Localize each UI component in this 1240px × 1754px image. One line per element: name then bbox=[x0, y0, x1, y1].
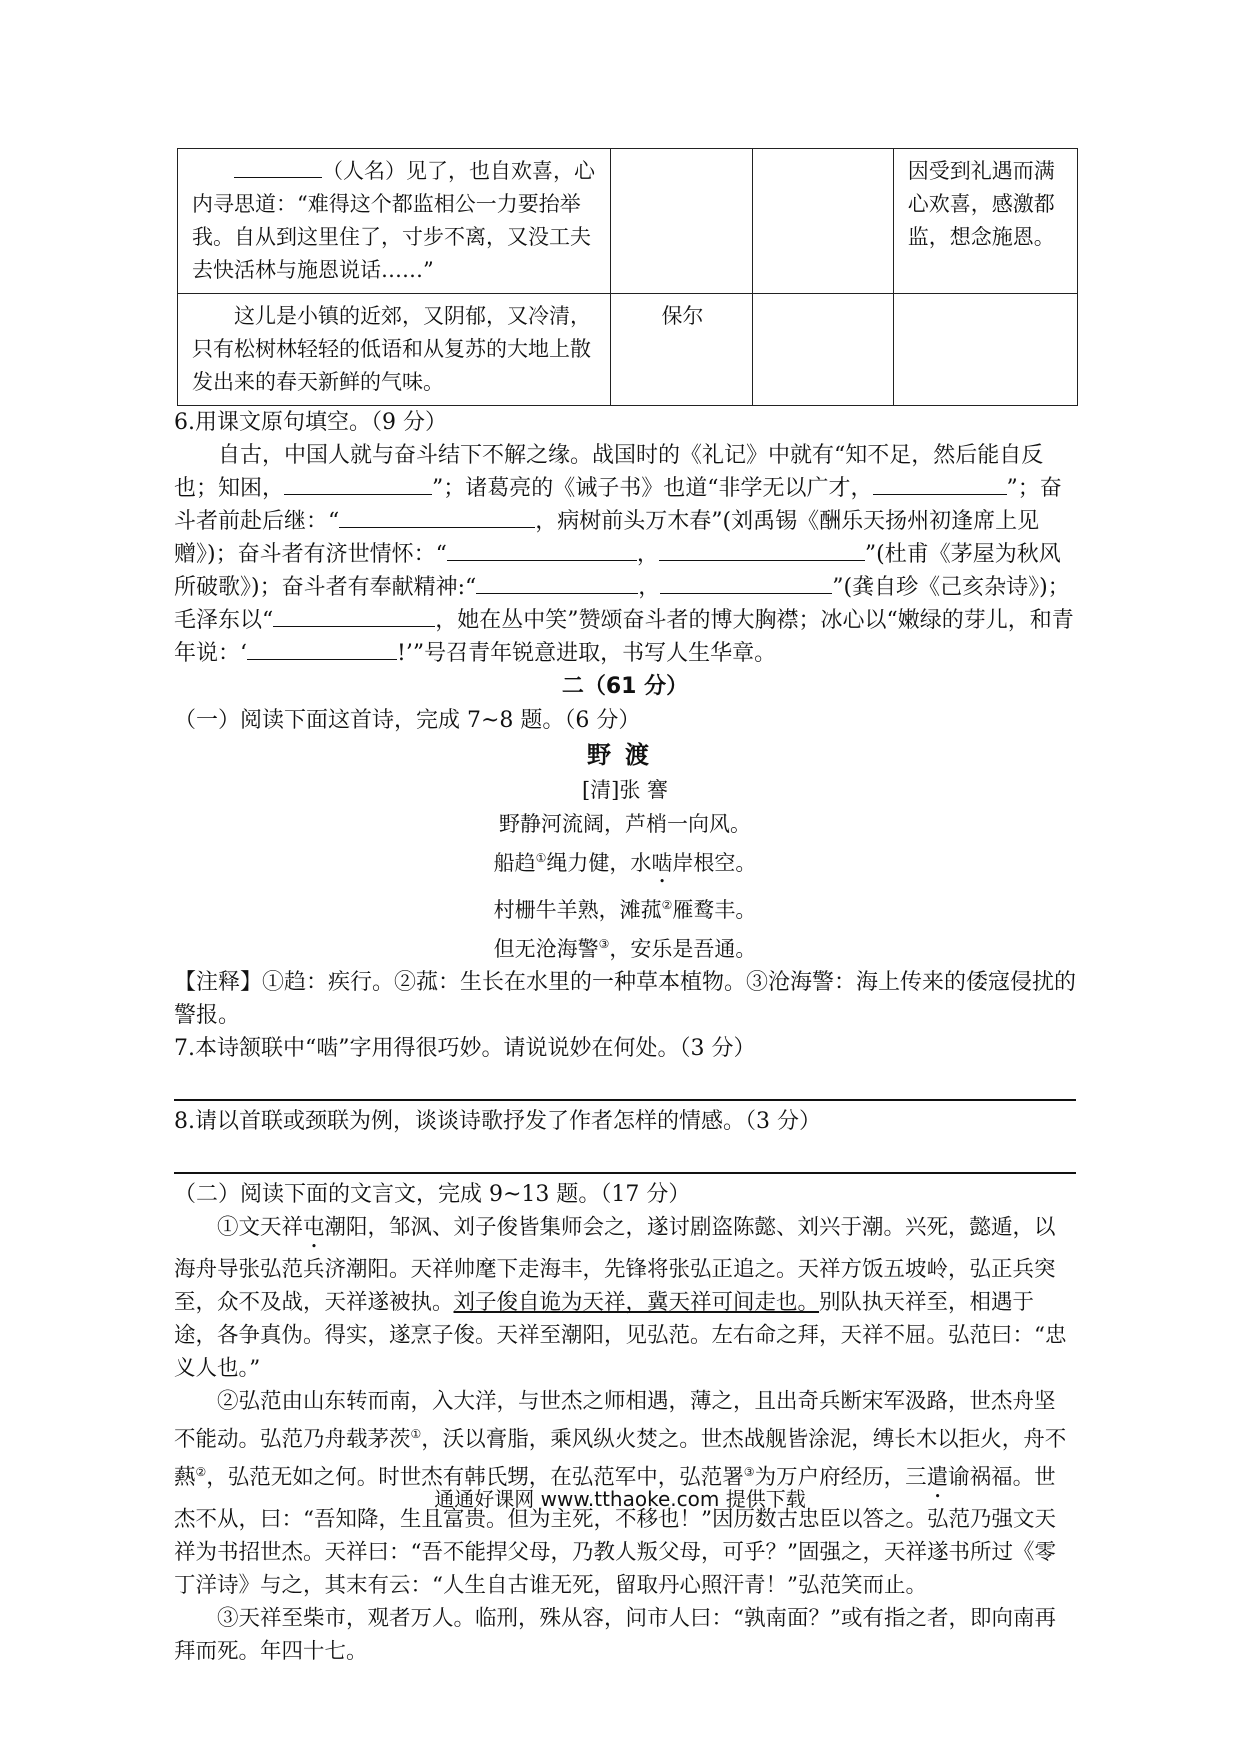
poem-author: [清]张 謇 bbox=[581, 778, 669, 802]
answer-line[interactable] bbox=[174, 1138, 1076, 1174]
question-7: 7.本诗颔联中“啮”字用得很巧妙。请说说妙在何处。（3 分） bbox=[174, 1036, 756, 1061]
table-cell: 保尔 bbox=[611, 294, 752, 406]
question-6-heading: 6.用课文原句填空。（9 分） bbox=[174, 410, 447, 435]
table-row bbox=[178, 294, 1078, 406]
question-8: 8.请以首联或颈联为例，谈谈诗歌抒发了作者怎样的情感。（3 分） bbox=[174, 1109, 821, 1134]
section-title: 二（61 分） bbox=[561, 674, 689, 699]
poem-line: 但无沧海警③，安乐是吾通。 bbox=[493, 937, 757, 961]
table-cell[interactable] bbox=[893, 294, 1077, 406]
poem-line: 村栅牛羊熟，滩菰②雁鹜丰。 bbox=[493, 898, 757, 922]
classical-paragraph-2: ②弘范由山东转而南，入大洋，与世杰之师相遇，薄之，且出奇兵断宋军汲路，世杰舟坚不能动。弘范乃舟载茅茨①，沃以膏脂，乘风纵火焚之。世杰战舰皆涂泥，缚长木以拒火，舟不爇②，弘范无如之何。时世杰有韩氏甥，在弘范军中，弘范署③为万户府经历，三遣谕祸福。世杰不从，曰：“吾知降，生且富贵。但为主死，不移也！”因历数古忠臣以答之。弘范乃强文天祥为书招世杰。天祥曰：“吾不能捍父母，乃教人叛父母，可乎？”固强之，天祥遂书所过《零丁洋诗》与之，其末有云：“人生自古谁无死，留取丹心照汗青！”弘范笑而止。 bbox=[174, 1389, 1067, 1599]
table-cell: 因受到礼遇而满心欢喜，感激都监，想念施恩。 bbox=[893, 149, 1077, 294]
character-table bbox=[177, 148, 1078, 406]
table-cell: 这儿是小镇的近郊，又阴郁，又冷清，只有松树林轻轻的低语和从复苏的大地上散发出来的春天新鲜的气味。 bbox=[178, 294, 611, 406]
fill-blank[interactable] bbox=[247, 637, 397, 660]
table-cell[interactable] bbox=[752, 149, 893, 294]
table-cell: （人名）见了，也自欢喜，心内寻思道：“难得这个都监相公一力要抬举我。自从到这里住了，寸步不离，又没工夫去快活林与施恩说话……” bbox=[178, 149, 611, 294]
fill-blank[interactable] bbox=[273, 604, 435, 627]
fill-blank[interactable] bbox=[339, 505, 535, 528]
poem-notes: 【注释】①趋：疾行。②菰：生长在水里的一种草本植物。③沧海警：海上传来的倭寇侵扰的警报。 bbox=[174, 970, 1077, 1028]
poem-line: 野静河流阔，芦梢一向风。 bbox=[499, 812, 751, 836]
classical-paragraph-1: ①文天祥屯潮阳，邹沨、刘子俊皆集师会之，遂讨剧盗陈懿、刘兴于潮。兴死，懿遁，以海舟导张弘范兵济潮阳。天祥帅麾下走海丰，先锋将张弘正追之。天祥方饭五坡岭，弘正兵突至，众不及战，天祥遂被执。刘子俊自诡为天祥，冀天祥可间走也。别队执天祥至，相遇于途，各争真伪。得实，遂烹子俊。天祥至潮阳，见弘范。左右命之拜，天祥不屈。弘范曰：“忠义人也。” bbox=[174, 1215, 1067, 1381]
page-footer[interactable]: 通通好课网 www.tthaoke.com 提供下载 bbox=[434, 1487, 806, 1511]
table-cell[interactable] bbox=[611, 149, 752, 294]
part-2-intro: （二）阅读下面的文言文，完成 9~13 题。（17 分） bbox=[174, 1182, 691, 1207]
fill-blank[interactable] bbox=[284, 472, 432, 495]
exam-page bbox=[174, 148, 1076, 1668]
fill-blank[interactable] bbox=[659, 538, 865, 561]
table-row bbox=[178, 149, 1078, 294]
fill-blank[interactable] bbox=[476, 571, 638, 594]
answer-line[interactable] bbox=[174, 1065, 1076, 1101]
question-6-body: 自古，中国人就与奋斗结下不解之缘。战国时的《礼记》中就有“知不足，然后能自反也；知困， ”；诸葛亮的《诫子书》也道“非学无以广才， ”；奋斗者前赴后继：“ ，病树前头万木春”(刘禹锡《酬乐天扬州初逢席上见赠》)；奋斗者有济世情怀：“ ， ”(杜甫《茅屋为秋风所破歌》)；奋斗者有奉献精神:“ ， ”(龚自珍《己亥杂诗》)；毛泽东以“ ，她在丛中笑”赞颂奋斗者的博大胸襟；冰心以“嫩绿的芽儿，和青年说：‘ !’”号召青年锐意进取，书写人生华章。 bbox=[174, 443, 1074, 666]
part-1-intro: （一）阅读下面这首诗，完成 7~8 题。（6 分） bbox=[174, 708, 641, 733]
table-cell[interactable] bbox=[752, 294, 893, 406]
classical-paragraph-3: ③天祥至柴市，观者万人。临刑，殊从容，问市人曰：“孰南面？”或有指之者，即向南再拜而死。年四十七。 bbox=[174, 1606, 1056, 1665]
fill-blank[interactable] bbox=[447, 538, 637, 561]
poem-line: 船趋①绳力健，水啮岸根空。 bbox=[493, 851, 757, 875]
fill-blank[interactable] bbox=[660, 571, 832, 594]
fill-blank[interactable] bbox=[234, 155, 322, 178]
fill-blank[interactable] bbox=[873, 472, 1007, 495]
poem-title: 野渡 bbox=[587, 740, 663, 769]
